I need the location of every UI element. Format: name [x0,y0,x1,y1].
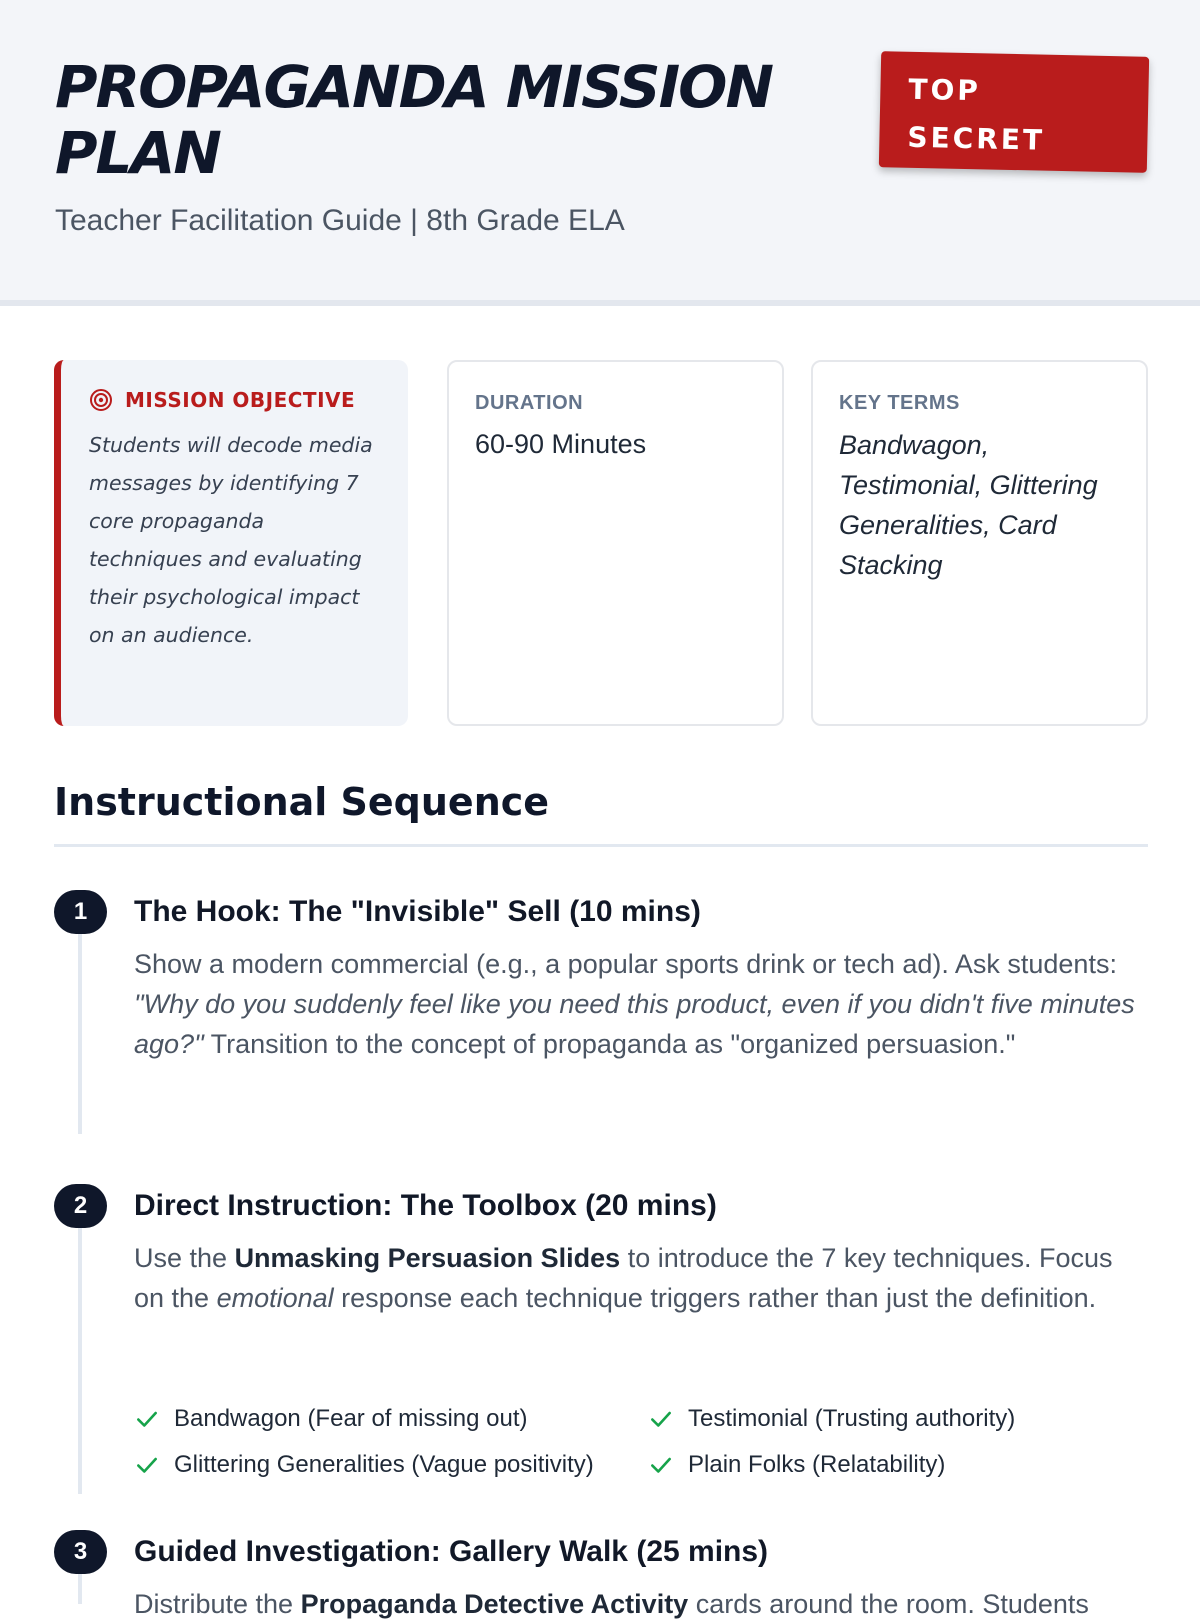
step-text: Distribute the [134,1589,301,1619]
step-number-badge: 1 [54,890,107,934]
sequence-step-3 [54,1530,1148,1619]
checklist-item-label: Glittering Generalities (Vague positivity) [174,1451,594,1478]
step-text: Transition to the concept of propaganda as "organized persuasion." [203,1029,1016,1059]
sequence-step-1 [54,890,1148,1140]
section-title: Instructional Sequence [54,780,550,824]
key-terms-card [811,360,1148,726]
duration-card [447,360,784,726]
step-description [134,1238,1144,1318]
page-title: PROPAGANDA MISSION PLAN [55,53,773,187]
step-description [134,944,1144,1064]
top-secret-stamp [879,51,1149,173]
checklist-item [648,1404,1144,1434]
mission-objective-header [89,388,380,412]
technique-checklist [134,1404,1144,1480]
mission-objective-text: Students will decode media messages by identifying 7 core propaganda techniques and evaluating their psychological impact on an audience. [89,433,373,647]
step-number-badge: 3 [54,1530,107,1574]
step-emphasis: emotional [216,1283,334,1313]
check-icon [134,1406,160,1432]
mission-objective-label: MISSION OBJECTIVE [125,388,356,412]
duration-label: DURATION [475,392,584,414]
target-icon [89,388,113,412]
timeline-line [78,934,82,1134]
step-resource-link: Unmasking Persuasion Slides [234,1243,621,1273]
check-icon [648,1452,674,1478]
step-title: Direct Instruction: The Toolbox (20 mins) [134,1189,717,1222]
stamp-line-2: SECRET [907,120,1046,157]
checklist-item-label: Testimonial (Trusting authority) [688,1405,1016,1432]
page-header [0,0,1200,306]
checklist-item [134,1450,648,1480]
check-icon [134,1452,160,1478]
step-number-badge: 2 [54,1184,107,1228]
mission-objective-card [54,360,408,726]
info-cards [54,360,1148,726]
step-text: response each technique triggers rather than just the definition. [333,1283,1097,1313]
key-terms-value: Bandwagon, Testimonial, Glittering Generalities, Card Stacking [839,430,1098,580]
checklist-item [134,1404,648,1434]
section-divider [54,844,1148,847]
step-title: Guided Investigation: Gallery Walk (25 mins) [134,1535,769,1568]
checklist-item [648,1450,1144,1480]
timeline-line [78,1228,82,1494]
check-icon [648,1406,674,1432]
step-text: Use the [134,1243,235,1273]
step-quote: "Why do you suddenly feel like you need this product, even if you didn't five minutes ago?" [134,989,1135,1059]
checklist-item-label: Bandwagon (Fear of missing out) [174,1405,528,1432]
page-subtitle: Teacher Facilitation Guide | 8th Grade ELA [55,204,625,237]
stamp-line-1: TOP [908,72,982,108]
duration-value: 60-90 Minutes [475,429,647,459]
step-text: cards around the room. Students [688,1589,1089,1619]
step-resource-link: Propaganda Detective Activity [300,1589,689,1619]
checklist-item-label: Plain Folks (Relatability) [688,1451,946,1478]
step-text: Show a modern commercial (e.g., a popular sports drink or tech ad). Ask students: [134,949,1117,979]
step-title: The Hook: The "Invisible" Sell (10 mins) [134,895,701,928]
step-text: to introduce the 7 key techniques. Focus on the [134,1243,1113,1313]
key-terms-label: KEY TERMS [839,392,960,414]
sequence-step-2 [54,1184,1148,1504]
step-description [134,1584,1144,1624]
